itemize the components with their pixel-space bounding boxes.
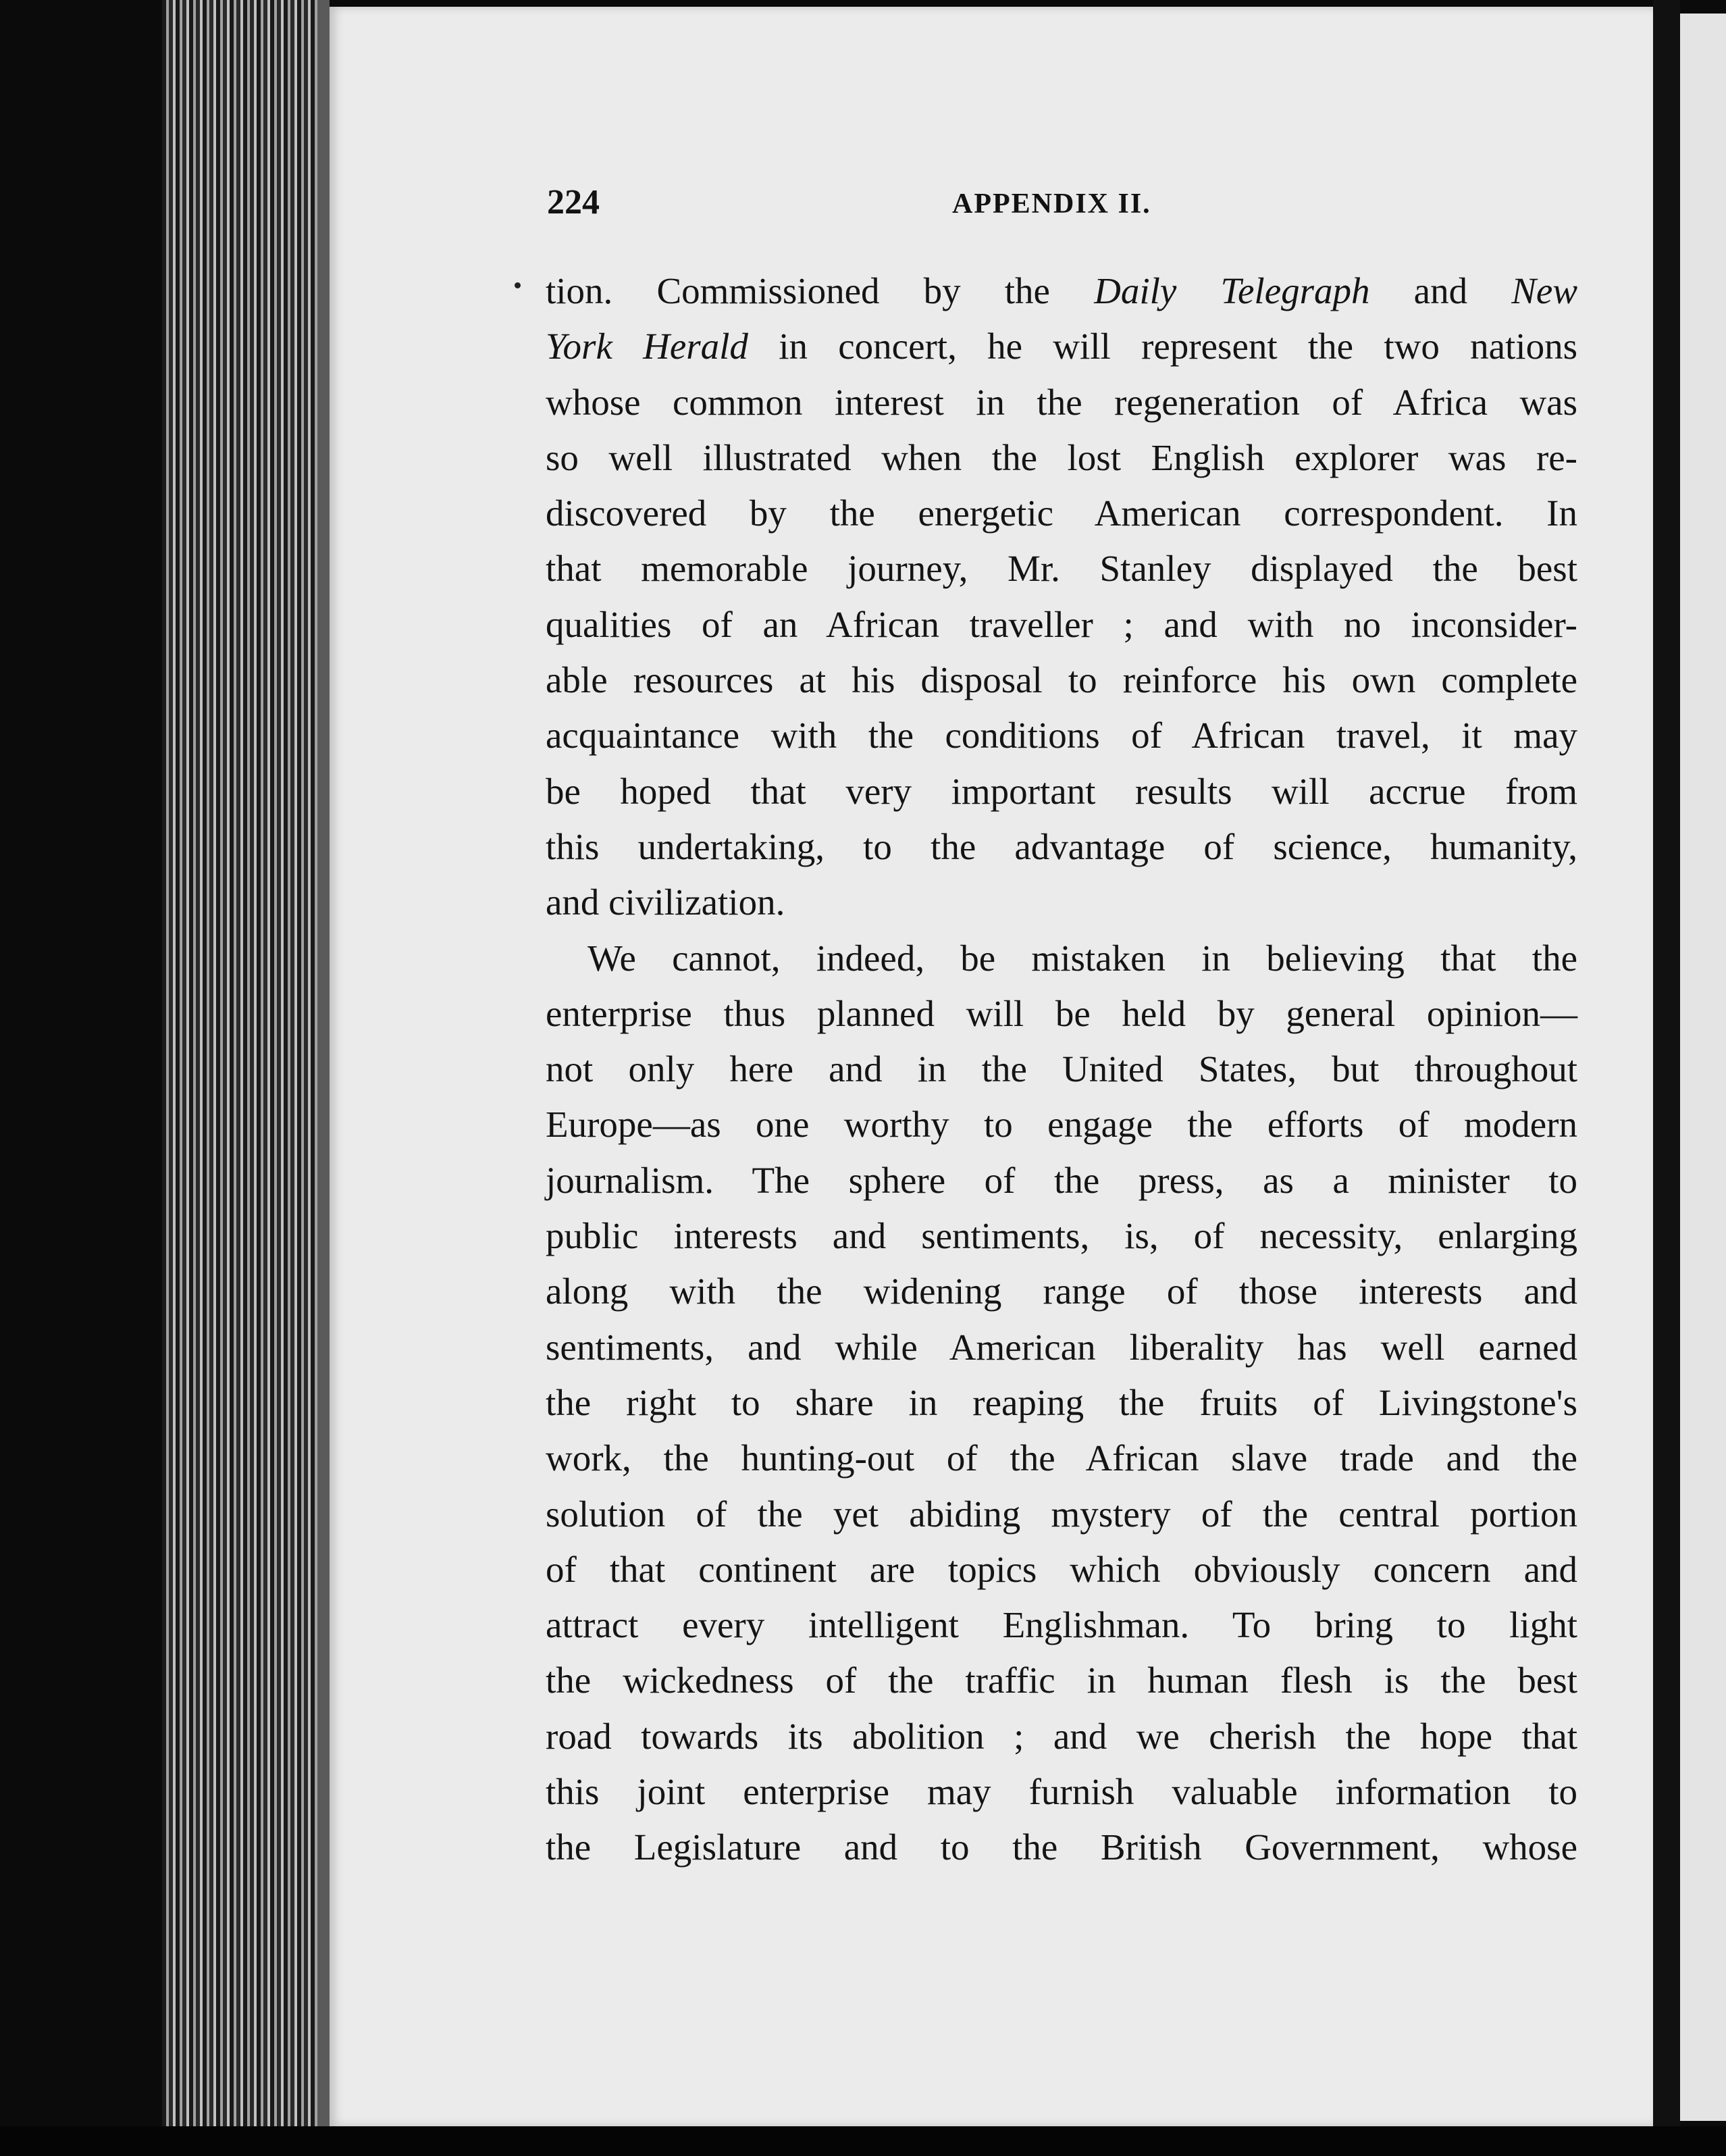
text-run: the right to share in reaping the fruits of Livingstone's (546, 1381, 1577, 1423)
running-head (547, 182, 1580, 230)
text-run: of that continent are topics which obviously concern and (546, 1548, 1577, 1590)
text-line (546, 1487, 1577, 1542)
text-line (546, 541, 1577, 596)
text-run: work, the hunting-out of the African slave trade and the (546, 1437, 1577, 1479)
text-line (546, 1597, 1577, 1653)
text-line (546, 875, 1577, 930)
text-line (546, 986, 1577, 1042)
text-run: York Herald (546, 326, 748, 367)
text-line (546, 1764, 1577, 1820)
text-run: the Legislature and to the British Government, whose (546, 1826, 1577, 1868)
section-title: APPENDIX II. (952, 188, 1151, 220)
body-text (546, 263, 1577, 1876)
text-line (546, 1320, 1577, 1375)
text-run: Europe—as one worthy to engage the efforts of modern (546, 1104, 1577, 1146)
page-edges (162, 0, 324, 2156)
text-run: be hoped that very important results will accrue from (546, 770, 1577, 812)
text-run: journalism. The sphere of the press, as a minister to (546, 1159, 1577, 1201)
text-line (546, 1375, 1577, 1431)
text-run: enterprise thus planned will be held by general opinion— (546, 992, 1577, 1034)
text-run: acquaintance with the conditions of African travel, it may (546, 715, 1577, 756)
text-line (546, 1264, 1577, 1319)
text-line (546, 764, 1577, 819)
text-line (546, 1542, 1577, 1597)
text-run: in concert, he will represent the two nations (748, 326, 1577, 367)
text-run: New (1511, 270, 1577, 311)
text-line (546, 931, 1577, 986)
text-line (546, 652, 1577, 708)
text-run: able resources at his disposal to reinforce his own complete (546, 659, 1577, 701)
text-run: qualities of an African traveller ; and with no inconsider- (546, 603, 1577, 645)
text-line (546, 1653, 1577, 1708)
text-run: that memorable journey, Mr. Stanley displayed the best (546, 548, 1577, 590)
text-line (546, 708, 1577, 763)
text-run: We cannot, indeed, be mistaken in believing that the (587, 937, 1577, 979)
text-run: the wickedness of the traffic in human flesh is the best (546, 1660, 1577, 1701)
text-line (546, 486, 1577, 541)
text-run: discovered by the energetic American correspondent. In (546, 492, 1577, 534)
text-run: tion. Commissioned by the (546, 270, 1095, 311)
text-run: and (1369, 270, 1512, 311)
text-run: and civilization. (546, 881, 785, 923)
text-line (546, 1153, 1577, 1208)
text-run: along with the widening range of those interests and (546, 1270, 1577, 1312)
text-line (546, 263, 1577, 319)
text-run: so well illustrated when the lost English explorer was re- (546, 436, 1577, 478)
text-line (546, 819, 1577, 875)
text-run: sentiments, and while American liberality has well earned (546, 1326, 1577, 1368)
text-line (546, 1208, 1577, 1264)
margin-mark (515, 282, 521, 288)
text-line (546, 1097, 1577, 1152)
text-line (546, 1431, 1577, 1486)
text-line (546, 1042, 1577, 1097)
text-run: whose common interest in the regeneration of Africa was (546, 381, 1577, 423)
text-line (546, 597, 1577, 652)
page-gap (1653, 0, 1680, 2156)
facing-page-edge (1680, 14, 1726, 2121)
text-line (546, 1820, 1577, 1875)
text-run: public interests and sentiments, is, of necessity, enlarging (546, 1215, 1577, 1257)
text-line (546, 319, 1577, 374)
page-number: 224 (547, 183, 600, 222)
binding-gutter (317, 0, 330, 2156)
text-run: not only here and in the United States, but throughout (546, 1048, 1577, 1090)
text-line (546, 430, 1577, 486)
text-run: solution of the yet abiding mystery of the central portion (546, 1493, 1577, 1535)
text-run: attract every intelligent Englishman. To bring to light (546, 1604, 1577, 1646)
text-run: this joint enterprise may furnish valuable information to (546, 1771, 1577, 1813)
text-run: road towards its abolition ; and we cherish the hope that (546, 1715, 1577, 1757)
text-line (546, 375, 1577, 430)
text-run: Daily Telegraph (1094, 270, 1370, 311)
text-line (546, 1709, 1577, 1764)
scan-border (0, 2126, 1726, 2156)
text-run: this undertaking, to the advantage of science, humanity, (546, 825, 1577, 867)
